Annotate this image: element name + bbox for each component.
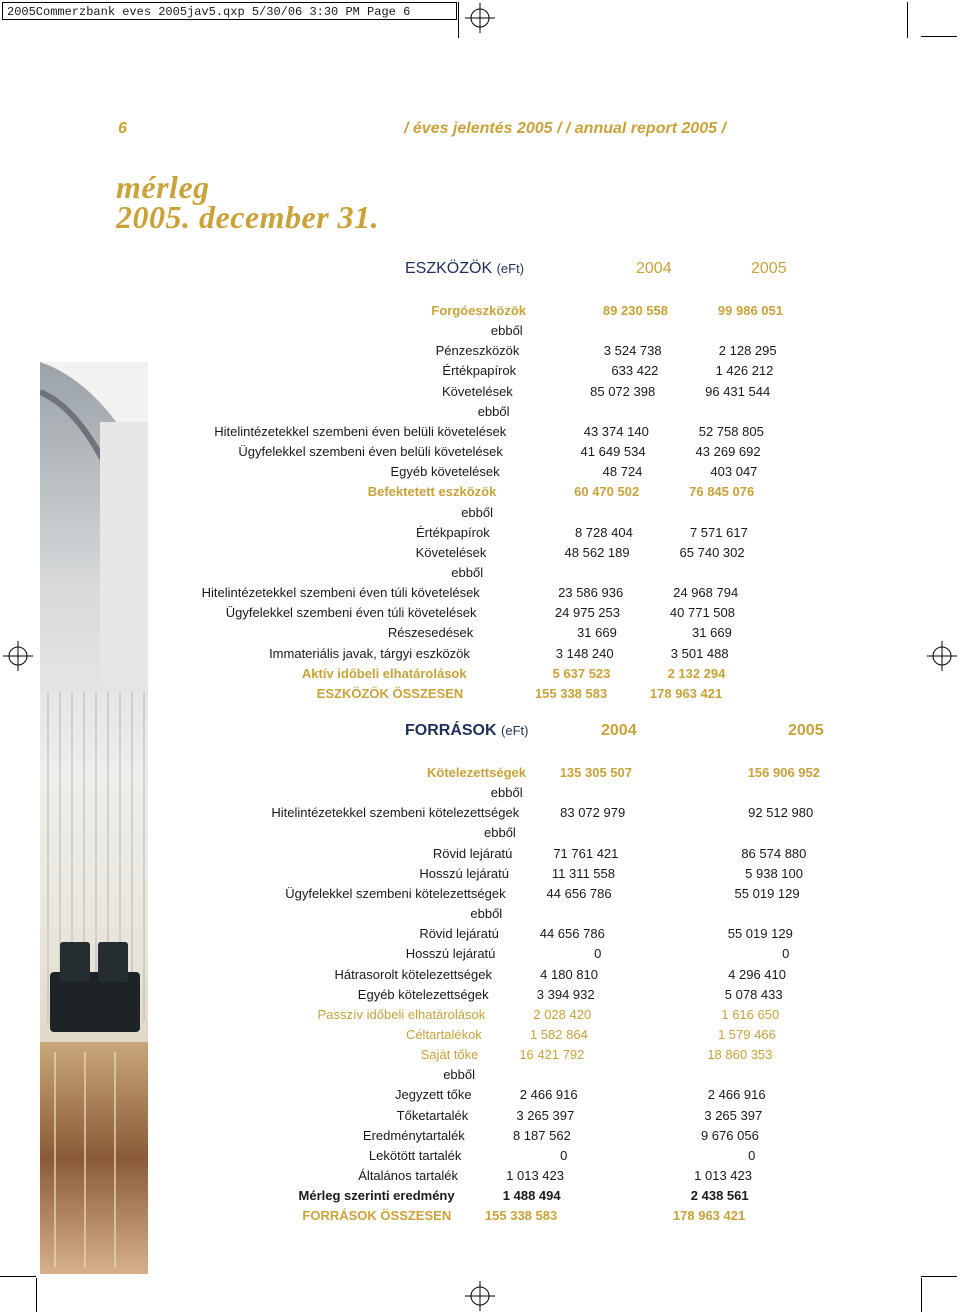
value-2004: 135 305 507 — [559, 765, 632, 780]
value-2005: 2 128 295 — [718, 343, 777, 359]
row-label: Értékpapírok — [442, 363, 517, 379]
page-number: 6 — [118, 120, 127, 137]
row-label: Céltartalékok — [405, 1026, 482, 1042]
row-label: Ügyfelekkel szembeni éven túli követelések — [225, 605, 477, 621]
liabilities-heading-unit: (eFt) — [501, 723, 529, 738]
value-2005: 92 512 980 — [748, 805, 814, 821]
row-label: ebből — [477, 403, 510, 419]
value-2004: 31 669 — [577, 625, 617, 641]
row-label: ESZKÖZÖK ÖSSZESEN — [316, 685, 464, 701]
value-2004: 41 649 534 — [580, 444, 646, 460]
row-label: Hitelintézetekkel szembeni kötelezettségek — [271, 805, 520, 821]
value-2004: 3 148 240 — [555, 645, 614, 661]
page-title-line2: 2005. december 31. — [116, 199, 380, 235]
row-label: ebből — [443, 1067, 475, 1083]
row-label: Tőketartalék — [396, 1107, 469, 1123]
liabilities-heading — [405, 722, 528, 740]
value-2005: 4 296 410 — [728, 966, 786, 982]
crop-mark — [921, 1278, 922, 1312]
row-label: Egyéb követelések — [390, 464, 500, 480]
value-2005: 24 968 794 — [673, 585, 739, 601]
assets-heading-title: ESZKÖZÖK — [405, 260, 493, 277]
value-2005: 65 740 302 — [679, 544, 745, 560]
crop-mark — [36, 1278, 37, 1312]
value-2005: 96 431 544 — [705, 383, 771, 399]
value-2004: 0 — [594, 946, 602, 962]
row-label: Eredménytartalék — [362, 1127, 465, 1143]
row-label: Követelések — [441, 383, 513, 399]
value-2005: 7 571 617 — [689, 524, 748, 540]
assets-year-2004: 2004 — [636, 260, 672, 277]
crop-mark — [907, 2, 908, 38]
value-2005: 0 — [748, 1147, 756, 1163]
value-2004: 4 180 810 — [540, 966, 598, 982]
value-2005: 5 938 100 — [745, 865, 803, 881]
registration-mark-icon — [465, 3, 495, 33]
value-2005: 76 845 076 — [689, 484, 755, 500]
row-label: Befektetett eszközök — [367, 484, 497, 500]
row-label: Hátrasorolt kötelezettségek — [334, 966, 492, 982]
value-2004: 44 656 786 — [539, 926, 605, 942]
value-2004: 85 072 398 — [590, 383, 656, 399]
value-2004: 155 338 583 — [534, 685, 608, 701]
row-label: ebből — [451, 564, 484, 580]
value-2004: 8 187 562 — [512, 1127, 571, 1143]
row-label: Saját tőke — [420, 1047, 479, 1063]
crop-mark — [458, 2, 459, 38]
value-2004: 8 728 404 — [574, 524, 633, 540]
value-2005: 31 669 — [692, 625, 732, 641]
row-label: Ügyfelekkel szembeni éven belüli követelések — [238, 444, 503, 460]
value-2005: 1 579 466 — [717, 1026, 776, 1042]
row-label: Hosszú lejáratú — [405, 946, 496, 962]
row-label: FORRÁSOK ÖSSZESEN — [302, 1208, 452, 1224]
row-label: Pénzeszközök — [435, 343, 520, 359]
row-label: Rövid lejáratú — [419, 926, 499, 942]
row-label: Értékpapírok — [416, 524, 490, 540]
row-label: Részesedések — [387, 625, 474, 641]
value-2005: 3 501 488 — [670, 645, 729, 661]
registration-mark-icon — [465, 1281, 495, 1311]
value-2005: 9 676 056 — [700, 1127, 759, 1143]
row-label: ebből — [490, 323, 523, 339]
value-2004: 1 488 494 — [502, 1188, 561, 1204]
value-2005: 55 019 129 — [727, 926, 793, 942]
value-2004: 2 028 420 — [533, 1006, 592, 1022]
row-label: Rövid lejáratú — [432, 845, 513, 861]
value-2004: 3 265 397 — [516, 1107, 575, 1123]
value-2005: 1 616 650 — [721, 1006, 780, 1022]
value-2005: 2 466 916 — [707, 1087, 766, 1103]
value-2004: 5 637 523 — [552, 665, 611, 681]
row-label: ebből — [490, 785, 523, 801]
value-2005: 52 758 805 — [698, 423, 764, 439]
row-label: Hitelintézetekkel szembeni éven belüli követelések — [214, 423, 507, 439]
row-label: Forgóeszközök — [431, 303, 526, 318]
running-title: / éves jelentés 2005 / / annual report 2005 / — [404, 120, 726, 137]
row-label: Hosszú lejáratú — [419, 865, 509, 881]
value-2005: 178 963 421 — [649, 685, 723, 701]
value-2005: 1 013 423 — [694, 1168, 752, 1183]
row-label: Immateriális javak, tárgyi eszközök — [269, 645, 470, 661]
value-2004: 3 394 932 — [536, 986, 595, 1002]
liabilities-year-2004: 2004 — [601, 722, 637, 739]
row-label: Jegyzett tőke — [395, 1087, 472, 1103]
value-2004: 1 582 864 — [529, 1026, 588, 1042]
registration-mark-icon — [927, 641, 957, 671]
value-2005: 40 771 508 — [669, 605, 735, 621]
row-label: Kötelezettségek — [427, 765, 526, 780]
assets-heading-unit: (eFt) — [496, 261, 525, 276]
value-2005: 5 078 433 — [724, 986, 783, 1002]
value-2004: 44 656 786 — [546, 885, 612, 901]
value-2004: 16 421 792 — [519, 1047, 585, 1063]
value-2004: 2 466 916 — [519, 1087, 578, 1103]
value-2004: 0 — [560, 1147, 568, 1163]
page-title — [116, 169, 380, 235]
value-2004: 48 724 — [602, 464, 643, 480]
value-2005: 18 860 353 — [707, 1047, 773, 1063]
value-2005: 178 963 421 — [672, 1208, 746, 1224]
row-label: Általános tartalék — [358, 1168, 458, 1183]
row-label: ebből — [470, 906, 503, 922]
value-2004: 43 374 140 — [583, 423, 649, 439]
value-2004: 60 470 502 — [574, 484, 640, 500]
registration-mark-icon — [3, 641, 33, 671]
assets-year-2005: 2005 — [751, 260, 787, 277]
row-label: Egyéb kötelezettségek — [357, 986, 489, 1002]
row-label: Hitelintézetekkel szembeni éven túli követelések — [201, 585, 480, 601]
value-2004: 11 311 558 — [551, 865, 615, 881]
value-2005: 3 265 397 — [704, 1107, 763, 1123]
interior-photo — [40, 362, 148, 1274]
value-2004: 89 230 558 — [602, 303, 668, 318]
crop-mark — [0, 1276, 36, 1277]
page-title-line1: mérleg — [116, 169, 210, 205]
row-label: ebből — [461, 504, 493, 520]
value-2004: 633 422 — [611, 363, 659, 379]
row-label: Mérleg szerinti eredmény — [298, 1188, 455, 1204]
row-label: Passzív időbeli elhatárolások — [317, 1006, 486, 1022]
value-2004: 48 562 189 — [564, 544, 630, 560]
value-2005: 99 986 051 — [717, 303, 783, 318]
value-2005: 55 019 129 — [734, 885, 800, 901]
row-label: Ügyfelekkel szembeni kötelezettségek — [285, 885, 506, 901]
value-2005: 1 426 212 — [715, 363, 774, 379]
liabilities-heading-title: FORRÁSOK — [405, 722, 497, 739]
value-2004: 155 338 583 — [484, 1208, 558, 1224]
row-label: ebből — [484, 825, 516, 841]
value-2004: 23 586 936 — [558, 585, 624, 601]
value-2004: 83 072 979 — [560, 805, 626, 821]
crop-mark — [921, 36, 957, 37]
value-2005: 403 047 — [710, 464, 758, 480]
crop-mark — [921, 1276, 957, 1277]
value-2005: 156 906 952 — [747, 765, 820, 780]
value-2004: 3 524 738 — [603, 343, 662, 359]
value-2005: 2 132 294 — [667, 665, 726, 681]
row-label: Aktív időbeli elhatárolások — [301, 665, 467, 681]
assets-heading — [405, 260, 524, 278]
value-2005: 43 269 692 — [695, 444, 761, 460]
value-2004: 1 013 423 — [506, 1168, 564, 1183]
liabilities-year-2005: 2005 — [788, 722, 824, 739]
row-label: Lekötött tartalék — [368, 1147, 462, 1163]
value-2005: 0 — [782, 946, 790, 962]
print-slug: 2005Commerzbank eves 2005jav5.qxp 5/30/06 3:30 PM Page 6 — [2, 2, 457, 20]
row-label: Követelések — [415, 544, 487, 560]
value-2004: 24 975 253 — [554, 605, 620, 621]
value-2005: 2 438 561 — [690, 1188, 749, 1204]
value-2004: 71 761 421 — [553, 845, 619, 861]
value-2005: 86 574 880 — [741, 845, 807, 861]
